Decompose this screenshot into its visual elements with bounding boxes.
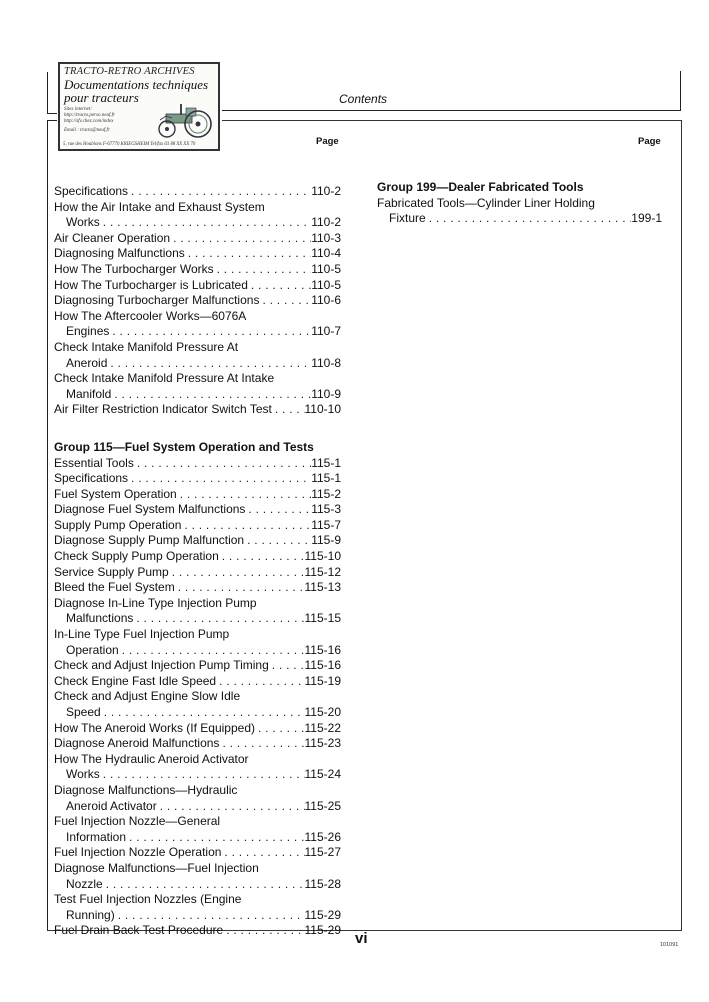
toc-entry[interactable] — [54, 262, 341, 278]
toc-entry-page: 110-10 — [304, 402, 341, 417]
toc-entry-leader-line — [54, 721, 341, 737]
toc-entry-leader-line — [54, 456, 341, 472]
toc-entry-leader-line — [54, 246, 341, 262]
dot-leader — [100, 215, 311, 231]
dot-leader — [272, 402, 305, 418]
dot-leader — [185, 246, 311, 262]
toc-entry-title: Essential Tools — [54, 455, 134, 470]
toc-entry-page: 115-1 — [311, 455, 341, 470]
toc-entry-title: Specifications — [54, 184, 129, 198]
toc-entry[interactable] — [54, 892, 341, 923]
toc-entry[interactable] — [54, 845, 341, 861]
toc-entry-title-line: Check Intake Manifold Pressure At Intake — [54, 371, 275, 386]
dot-leader — [126, 830, 304, 846]
toc-entry-page: 110-5 — [311, 261, 341, 276]
toc-entry[interactable] — [54, 456, 341, 472]
toc-entry-title: Air Cleaner Operation — [54, 230, 171, 245]
page-column-label-left: Page — [316, 136, 339, 147]
toc-entry-title: Malfunctions — [66, 611, 134, 626]
toc-entry-title: Engines — [66, 324, 110, 339]
toc-entry-leader-line — [54, 658, 341, 674]
toc-entry-page: 115-24 — [304, 767, 341, 782]
toc-entry-page: 115-16 — [304, 642, 341, 657]
toc-entry[interactable] — [54, 752, 341, 783]
toc-entry-leader-line — [54, 877, 341, 893]
toc-entry-page: 115-1 — [311, 471, 341, 486]
toc-entry[interactable] — [54, 471, 341, 487]
toc-entry-page: 115-28 — [304, 876, 341, 891]
toc-entry-page: 110-2 — [311, 184, 341, 198]
contents-frame-top-line — [222, 120, 681, 121]
toc-entry-title: Fuel Injection Nozzle Operation — [54, 845, 222, 860]
toc-entry-title-line: Diagnose Malfunctions—Hydraulic — [54, 782, 238, 797]
toc-entry-leader-line — [54, 471, 341, 487]
dot-leader — [119, 643, 305, 659]
toc-entry-leader-line — [54, 533, 341, 549]
stamp-subtitle-line1: Documentations techniques — [64, 77, 209, 92]
toc-entry-title: Diagnose Aneroid Malfunctions — [54, 736, 220, 751]
toc-entry-page: 115-29 — [304, 907, 341, 922]
toc-entry-leader-line — [54, 262, 341, 278]
toc-entry-leader-line — [54, 580, 341, 596]
toc-entry-leader-line — [54, 184, 341, 200]
dot-leader — [214, 262, 312, 278]
toc-entry-page: 115-23 — [304, 736, 341, 751]
dot-leader — [216, 674, 304, 690]
toc-entry-page: 115-29 — [304, 923, 341, 938]
toc-entry-title-line: Check Intake Manifold Pressure At — [54, 339, 239, 354]
toc-entry-page: 115-22 — [304, 720, 341, 735]
toc-entry-leader-line — [54, 705, 341, 721]
toc-entry-leader-line — [54, 215, 341, 231]
toc-entry-leader-line — [54, 278, 341, 294]
dot-leader — [101, 705, 305, 721]
toc-entry-page: 110-6 — [311, 293, 341, 308]
toc-entry-page: 110-9 — [311, 386, 341, 401]
toc-entry[interactable] — [54, 246, 341, 262]
toc-entry-leader-line — [54, 324, 341, 340]
dot-leader — [100, 767, 305, 783]
page-number: vi — [355, 930, 368, 947]
toc-entry-page: 115-9 — [311, 533, 341, 548]
toc-entry-title-line: How The Hydraulic Aneroid Activator — [54, 751, 249, 766]
toc-entry-title: Service Supply Pump — [54, 564, 169, 579]
dot-leader — [109, 324, 311, 340]
toc-entry-leader-line — [54, 799, 341, 815]
header-frame-left-line — [47, 72, 48, 114]
dot-leader — [175, 580, 305, 596]
dot-leader — [128, 471, 311, 487]
stamp-title: TRACTO-RETRO ARCHIVES — [64, 66, 195, 77]
toc-entry-title: Manifold — [66, 386, 112, 401]
toc-entry-title: Speed — [66, 705, 101, 719]
toc-entry-page: 115-7 — [311, 517, 341, 532]
contents-right-column — [377, 180, 662, 227]
toc-entry[interactable] — [54, 721, 341, 737]
toc-entry-title: Nozzle — [66, 876, 103, 891]
tractor-icon — [152, 100, 214, 140]
dot-leader — [248, 278, 311, 294]
toc-entry-title: How The Turbocharger Works — [54, 261, 214, 276]
toc-entry-leader-line — [54, 767, 341, 783]
toc-entry[interactable] — [54, 340, 341, 371]
toc-entry-page: 110-5 — [311, 277, 341, 292]
toc-entry[interactable] — [54, 184, 341, 200]
toc-entry[interactable] — [54, 549, 341, 565]
stamp-email: Email : tracto@neuf.fr — [64, 128, 110, 133]
toc-entry[interactable] — [54, 627, 341, 658]
toc-entry[interactable] — [54, 783, 341, 814]
toc-entry-page: 115-20 — [304, 705, 341, 719]
toc-entry-page: 110-8 — [311, 355, 341, 370]
toc-entry-title: Works — [66, 767, 100, 782]
toc-entry-page: 115-3 — [311, 502, 341, 517]
toc-entry-title: Fixture — [389, 211, 426, 226]
dot-leader — [181, 518, 311, 534]
toc-entry-leader-line — [54, 387, 341, 403]
toc-entry-title-line: Diagnose In-Line Type Injection Pump — [54, 595, 257, 610]
toc-entry[interactable] — [54, 402, 341, 418]
toc-entry-leader-line — [377, 211, 662, 227]
toc-entry[interactable] — [54, 278, 341, 294]
stamp-site-link-1: http://tracto.perso.neuf.fr — [64, 113, 115, 118]
toc-entry-title: Specifications — [54, 471, 129, 486]
toc-entry-title: Diagnose Supply Pump Malfunction — [54, 533, 245, 548]
toc-entry-title: Works — [66, 215, 100, 230]
toc-entry[interactable] — [54, 371, 341, 402]
dot-leader — [177, 487, 311, 503]
dot-leader — [269, 658, 305, 674]
toc-entry-page: 110-2 — [311, 215, 341, 230]
document-code: 101091 — [660, 942, 679, 948]
group-199-entries — [377, 196, 662, 227]
toc-entry-title: How The Aneroid Works (If Equipped) — [54, 720, 255, 735]
toc-entry[interactable] — [54, 231, 341, 247]
toc-entry-title-line: Diagnose Malfunctions—Fuel Injection — [54, 860, 259, 875]
toc-entry[interactable] — [54, 293, 341, 309]
toc-entry-leader-line — [54, 845, 341, 861]
toc-entry-page: 115-27 — [304, 845, 341, 860]
dot-leader — [426, 211, 632, 227]
toc-entry[interactable] — [54, 814, 341, 845]
toc-entry[interactable] — [54, 861, 341, 892]
page-title: Contents — [339, 92, 388, 106]
toc-entry-title-line: How the Air Intake and Exhaust System — [54, 199, 265, 214]
dot-leader — [245, 502, 311, 518]
toc-entry-leader-line — [54, 736, 341, 752]
header-frame-right-line — [680, 71, 681, 111]
header-frame-left-tick — [47, 113, 57, 114]
toc-entry[interactable] — [54, 580, 341, 596]
header-frame-bottom-line — [222, 110, 681, 111]
toc-entry[interactable] — [54, 309, 341, 340]
dot-leader — [107, 356, 311, 372]
toc-entry[interactable] — [54, 565, 341, 581]
toc-entry-title: Running) — [66, 907, 115, 922]
dot-leader — [219, 736, 304, 752]
toc-entry-title: Diagnosing Turbocharger Malfunctions — [54, 293, 260, 308]
toc-entry-leader-line — [54, 565, 341, 581]
toc-entry-title: Bleed the Fuel System — [54, 580, 175, 595]
toc-entry[interactable] — [54, 674, 341, 690]
toc-entry-title: Fuel Drain Back Test Procedure — [54, 923, 224, 938]
dot-leader — [115, 908, 305, 924]
dot-leader — [244, 533, 311, 549]
toc-entry-title: Check Supply Pump Operation — [54, 549, 219, 564]
toc-entry[interactable] — [54, 502, 341, 518]
toc-entry[interactable] — [54, 736, 341, 752]
group-110-entries — [54, 184, 341, 418]
toc-entry-page: 115-15 — [304, 611, 341, 626]
toc-entry-leader-line — [54, 674, 341, 690]
toc-entry-title: How The Turbocharger is Lubricated — [54, 277, 248, 292]
dot-leader — [223, 923, 304, 939]
toc-entry-page: 115-19 — [304, 673, 341, 688]
toc-entry-leader-line — [54, 502, 341, 518]
toc-entry-leader-line — [54, 356, 341, 372]
toc-entry-leader-line — [54, 923, 341, 939]
toc-entry-page: 115-2 — [311, 486, 341, 501]
page-column-label-right: Page — [638, 136, 661, 147]
toc-entry-title: Fuel System Operation — [54, 486, 177, 501]
dot-leader — [157, 799, 305, 815]
toc-entry[interactable] — [54, 200, 341, 231]
toc-entry-title-line: Check and Adjust Engine Slow Idle — [54, 689, 241, 704]
toc-entry-title: Operation — [66, 642, 119, 657]
toc-entry-title-line: Fuel Injection Nozzle—General — [54, 814, 221, 829]
toc-entry-title: Diagnose Fuel System Malfunctions — [54, 502, 246, 517]
toc-entry-leader-line — [54, 231, 341, 247]
toc-entry-page: 110-3 — [311, 230, 341, 245]
dot-leader — [133, 611, 304, 627]
toc-entry[interactable] — [54, 923, 341, 939]
toc-entry-title: Aneroid — [66, 355, 108, 370]
toc-entry-page: 199-1 — [631, 211, 662, 226]
dot-leader — [111, 387, 311, 403]
toc-entry-title: Aneroid Activator — [66, 798, 157, 813]
dot-leader — [169, 565, 305, 581]
toc-entry-title: Check Engine Fast Idle Speed — [54, 673, 217, 688]
toc-entry-page: 115-13 — [304, 580, 341, 595]
toc-entry-page: 110-4 — [311, 246, 341, 261]
toc-entry[interactable] — [54, 487, 341, 503]
dot-leader — [128, 184, 311, 200]
toc-entry-page: 115-25 — [304, 798, 341, 813]
toc-entry-page: 110-7 — [311, 324, 341, 339]
toc-entry-title-line: Test Fuel Injection Nozzles (Engine — [54, 892, 242, 907]
toc-entry-leader-line — [54, 908, 341, 924]
dot-leader — [170, 231, 311, 247]
dot-leader — [219, 549, 305, 565]
contents-frame-left-tick — [47, 120, 57, 121]
toc-entry[interactable] — [54, 533, 341, 549]
contents-left-column — [54, 184, 341, 939]
toc-entry-leader-line — [54, 830, 341, 846]
toc-entry-leader-line — [54, 643, 341, 659]
toc-entry[interactable] — [54, 658, 341, 674]
toc-entry-leader-line — [54, 549, 341, 565]
toc-entry-title: Information — [66, 829, 127, 844]
toc-entry[interactable] — [377, 196, 662, 227]
archive-stamp — [58, 62, 220, 151]
toc-entry-leader-line — [54, 402, 341, 418]
dot-leader — [255, 721, 305, 737]
dot-leader — [134, 456, 311, 472]
toc-entry-page: 115-10 — [304, 549, 341, 564]
toc-entry-title-line: In-Line Type Fuel Injection Pump — [54, 627, 230, 642]
toc-entry[interactable] — [54, 689, 341, 720]
toc-entry-title: Supply Pump Operation — [54, 517, 182, 532]
group-115-heading: Group 115—Fuel System Operation and Tests — [54, 439, 314, 454]
toc-entry-page: 115-26 — [304, 829, 341, 844]
toc-entry[interactable] — [54, 518, 341, 534]
group-199-heading: Group 199—Dealer Fabricated Tools — [377, 180, 584, 194]
toc-entry-leader-line — [54, 487, 341, 503]
toc-entry-title: Diagnosing Malfunctions — [54, 246, 185, 261]
toc-entry-page: 115-16 — [304, 658, 341, 673]
dot-leader — [259, 293, 311, 309]
stamp-address: 5, rue des Houblons F-67770 KRIEGSHEIM Tel/fax 03 88 XX XX 70 — [63, 142, 196, 147]
dot-leader — [221, 845, 304, 861]
toc-entry-title-line: How The Aftercooler Works—6076A — [54, 308, 247, 323]
dot-leader — [103, 877, 305, 893]
toc-entry-title: Air Filter Restriction Indicator Switch Test — [54, 402, 272, 417]
toc-entry-leader-line — [54, 518, 341, 534]
toc-entry-page: 115-12 — [304, 564, 341, 579]
group-115-entries — [54, 456, 341, 939]
toc-entry-leader-line — [54, 293, 341, 309]
stamp-site-link-2: http://sfv.chez.com/index — [64, 119, 114, 124]
toc-entry-leader-line — [54, 611, 341, 627]
stamp-subtitle-line2: pour tracteurs — [64, 90, 139, 105]
toc-entry-title: Check and Adjust Injection Pump Timing — [54, 658, 269, 673]
toc-entry[interactable] — [54, 596, 341, 627]
stamp-sites-label: Sites internet: — [64, 107, 92, 112]
toc-entry-title-line: Fabricated Tools—Cylinder Liner Holding — [377, 195, 595, 210]
